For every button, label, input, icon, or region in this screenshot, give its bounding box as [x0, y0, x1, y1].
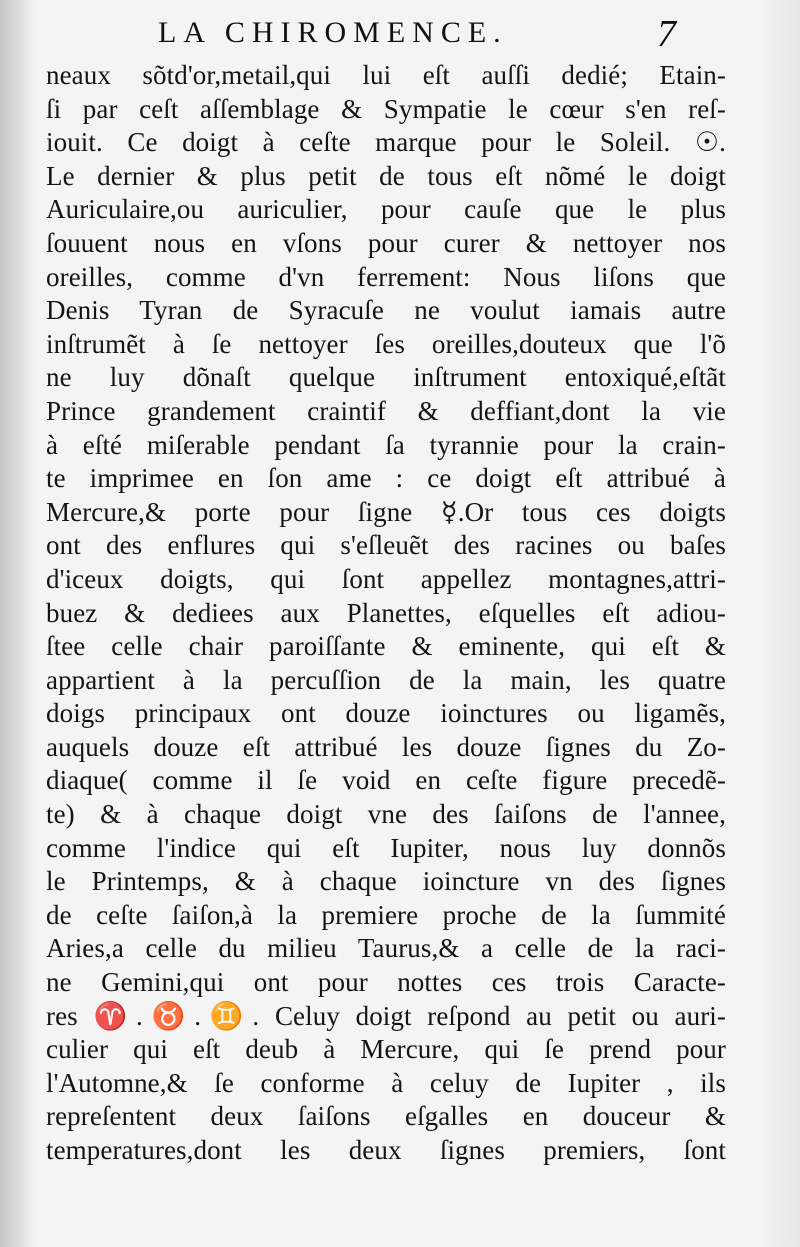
text-line: Aries,a celle du milieu Taurus,& a celle de la raci-: [46, 933, 726, 964]
text-line: diaque( comme il ſe void en ceſte figure precedẽ-: [46, 765, 726, 796]
text-line: te imprimee en ſon ame : ce doigt eſt attribué à: [46, 463, 726, 494]
text-line: Le dernier & plus petit de tous eſt nõmé le doigt: [46, 160, 726, 191]
text-line: ont des enflures qui s'eſleuẽt des racines ou baſes: [46, 530, 726, 561]
text-line: buez & dediees aux Planettes, eſquelles eſt adiou-: [46, 597, 726, 628]
text-line: doigs principaux ont douze ioinctures ou ligamẽs,: [46, 698, 726, 729]
running-head: [0, 14, 800, 54]
text-line: ne Gemini,qui ont pour nottes ces trois Caracte-: [46, 967, 726, 998]
text-line: d'iceux doigts, qui ſont appellez montagnes,attri-: [46, 563, 726, 594]
text-line: res ♈.♉.♊. Celuy doigt reſpond au petit ou auri-: [46, 1000, 726, 1031]
text-line: neaux sõtd'or,metail,qui lui eſt auſſi dedié; Etain-: [46, 60, 726, 90]
text-line: culier qui eſt deub à Mercure, qui ſe prend pour: [46, 1034, 726, 1065]
text-line: temperatures,dont les deux ſignes premiers, ſont: [46, 1135, 726, 1165]
text-line: de ceſte ſaiſon,à la premiere proche de la ſummité: [46, 899, 726, 930]
text-line: inſtrumẽt à ſe nettoyer ſes oreilles,douteux que l'õ: [46, 328, 726, 359]
text-line: Auriculaire,ou auriculier, pour cauſe que le plus: [46, 194, 726, 225]
text-line: ſouuent nous en vſons pour curer & nettoyer nos: [46, 227, 726, 258]
page-number: 7: [657, 13, 676, 55]
text-line: Prince grandement craintif & deffiant,dont la vie: [46, 395, 726, 426]
text-line: oreilles, comme d'vn ferrement: Nous liſons que: [46, 261, 726, 292]
text-line: repreſentent deux ſaiſons eſgalles en douceur &: [46, 1101, 726, 1132]
text-line: te) & à chaque doigt vne des ſaiſons de l'annee,: [46, 799, 726, 830]
gutter-shadow: [0, 0, 34, 1247]
text-line: ſtee celle chair paroiſſante & eminente, qui eſt &: [46, 631, 726, 662]
text-line: iouit. Ce doigt à ceſte marque pour le Soleil. ☉.: [46, 127, 726, 158]
text-line: à eſté miſerable pendant ſa tyrannie pour la crain-: [46, 429, 726, 460]
text-line: Denis Tyran de Syracuſe ne voulut iamais autre: [46, 295, 726, 326]
text-line: auquels douze eſt attribué les douze ſignes du Zo-: [46, 731, 726, 762]
text-line: ſi par ceſt aſſemblage & Sympatie le cœur s'en reſ-: [46, 93, 726, 124]
text-line: appartient à la percuſſion de la main, les quatre: [46, 664, 726, 695]
text-line: ne luy dõnaſt quelque inſtrument entoxiqué,eſtãt: [46, 362, 726, 393]
text-line: comme l'indice qui eſt Iupiter, nous luy donnõs: [46, 832, 726, 863]
running-title: LA CHIROMENCE.: [158, 16, 508, 49]
text-line: Mercure,& porte pour ſigne ☿.Or tous ces doigts: [46, 496, 726, 527]
text-line: le Printemps, & à chaque ioincture vn des ſignes: [46, 866, 726, 897]
body-text: [46, 59, 726, 1168]
text-line: l'Automne,& ſe conforme à celuy de Iupiter , ils: [46, 1067, 726, 1098]
